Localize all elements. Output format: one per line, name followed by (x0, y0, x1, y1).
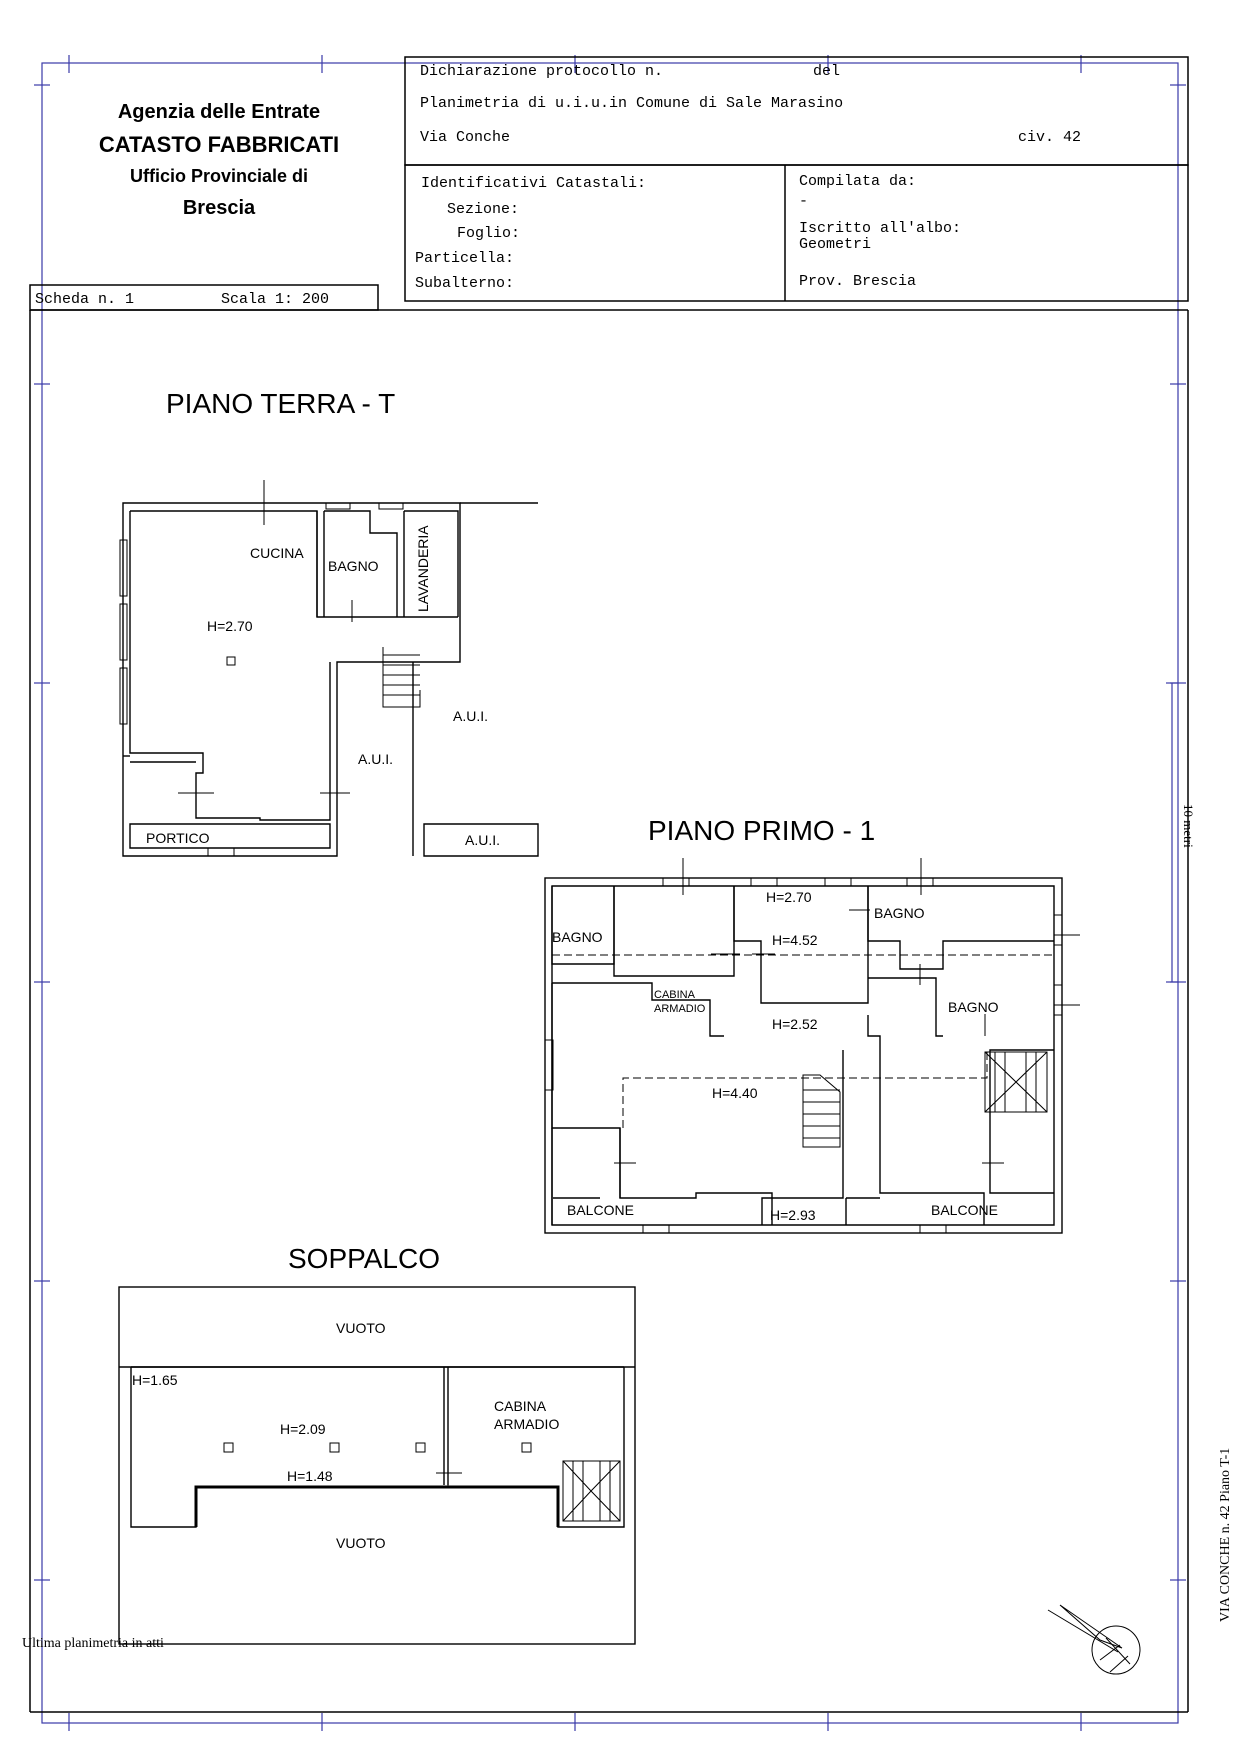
primo-bagno-3: BAGNO (948, 999, 999, 1015)
foglio-label: Foglio: (457, 225, 521, 242)
primo-h270: H=2.70 (766, 889, 812, 905)
scale-bar-label: 10 metri (1181, 804, 1196, 848)
primo-bagno-1: BAGNO (552, 929, 603, 945)
soppalco-h209: H=2.09 (280, 1421, 326, 1437)
dichiarazione-label: Dichiarazione protocollo n. (420, 63, 664, 80)
particella-label: Particella: (415, 250, 515, 267)
side-label: VIA CONCHE n. 42 Piano T-1 (1218, 1447, 1233, 1622)
civico-label: civ. 42 (1018, 129, 1082, 146)
geometri-label: Geometri (799, 236, 872, 253)
scheda-label: Scheda n. 1 (35, 291, 135, 308)
primo-bagno-2: BAGNO (874, 905, 925, 921)
vuoto-bottom: VUOTO (336, 1535, 386, 1551)
agency-name: Agenzia delle Entrate (117, 101, 321, 123)
aui-label-3: A.U.I. (465, 832, 501, 848)
primo-balcone-1: BALCONE (567, 1202, 634, 1218)
aui-label-2: A.U.I. (358, 751, 394, 767)
cucina-label: CUCINA (250, 545, 304, 561)
primo-title: PIANO PRIMO - 1 (648, 815, 876, 846)
lavanderia-label: LAVANDERIA (415, 525, 431, 612)
terra-title: PIANO TERRA - T (166, 388, 396, 419)
bagno-label: BAGNO (328, 558, 379, 574)
compilata-value: - (799, 193, 809, 210)
soppalco-h148: H=1.48 (287, 1468, 333, 1484)
catasto-title: CATASTO FABBRICATI (98, 132, 340, 157)
aui-label-1: A.U.I. (453, 708, 489, 724)
soppalco-title: SOPPALCO (288, 1243, 440, 1274)
primo-h452: H=4.52 (772, 932, 818, 948)
subalterno-label: Subalterno: (415, 275, 515, 292)
del-label: del (813, 63, 841, 80)
prov-label: Prov. Brescia (799, 273, 917, 290)
primo-balcone-2: BALCONE (931, 1202, 998, 1218)
compilata-label: Compilata da: (799, 173, 917, 190)
terra-h-label: H=2.70 (207, 618, 253, 634)
scala-label: Scala 1: 200 (221, 291, 330, 308)
primo-h252: H=2.52 (772, 1016, 818, 1032)
provincia-label: Brescia (182, 197, 256, 219)
iscritto-label: Iscritto all'albo: (799, 220, 962, 237)
identificativi-label: Identificativi Catastali: (421, 175, 647, 192)
ufficio-label: Ufficio Provinciale di (129, 166, 309, 186)
primo-h293: H=2.93 (770, 1207, 816, 1223)
soppalco-cabina: CABINA (494, 1398, 547, 1414)
portico-label: PORTICO (146, 830, 210, 846)
primo-cabina: CABINA (654, 989, 695, 1001)
vuoto-top: VUOTO (336, 1320, 386, 1336)
primo-armadio: ARMADIO (654, 1003, 706, 1015)
primo-h440: H=4.40 (712, 1085, 758, 1101)
soppalco-armadio: ARMADIO (494, 1416, 560, 1432)
sezione-label: Sezione: (447, 201, 520, 218)
via-label: Via Conche (420, 129, 511, 146)
planimetria-label: Planimetria di u.i.u.in Comune di Sale Marasino (420, 95, 844, 112)
ultima-planimetria: Ultima planimetria in atti (22, 1636, 164, 1651)
soppalco-h165: H=1.65 (132, 1372, 178, 1388)
